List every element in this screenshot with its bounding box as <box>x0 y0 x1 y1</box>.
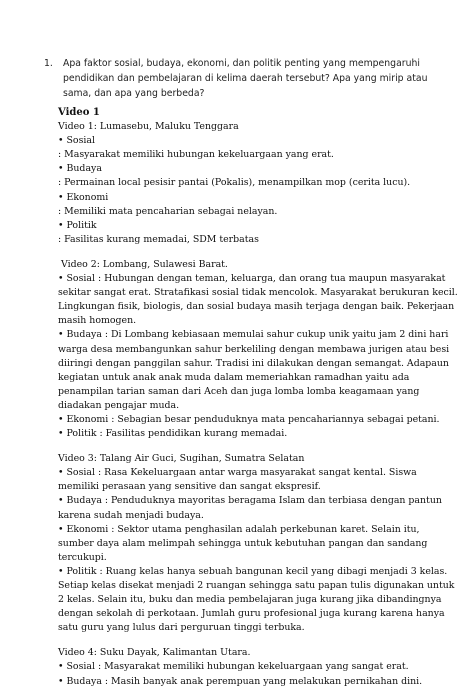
spacer <box>58 247 458 258</box>
question-text: Apa faktor sosial, budaya, ekonomi, dan politik penting yang mempengaruhi pendidikan dan pembelajaran di kelima daerah tersebut? Apa yang mirip atau sama, dan apa yang berbeda? <box>63 58 428 99</box>
video3-title: Video 3: Talang Air Guci, Sugihan, Sumatra Selatan <box>58 453 305 465</box>
video1-social-label: • Sosial <box>58 135 95 147</box>
video3-economy: • Ekonomi : Sektor utama penghasilan adalah perkebunan karet. Selain itu, sumber daya alam melimpah sehingga untuk kebutuhan pangan dan sandang tercukupi. <box>58 523 428 563</box>
video2-economy: • Ekonomi : Sebagian besar penduduknya mata pencahariannya sebagai petani. <box>58 413 440 425</box>
video3-politics: • Politik : Ruang kelas hanya sebuah bangunan kecil yang dibagi menjadi 3 kelas. Setiap kelas disekat menjadi 2 ruangan sehingga satu papan tulis digunakan untuk 2 kelas. Selain itu, buku dan media pembelajaran juga kurang jika dibandingnya dengan sekolah di perkotaan. Jumlah guru profesional juga kurang karena hanya satu guru yang lulus dari perguruan tinggi terbuka. <box>58 565 455 634</box>
video1-politics-label: • Politik <box>58 219 97 231</box>
video1-social-text: : Masyarakat memiliki hubungan kekeluargaan yang erat. <box>58 149 334 161</box>
video4-culture: • Budaya : Masih banyak anak perempuan yang melakukan pernikahan dini. <box>58 675 423 687</box>
video1-economy-label: • Ekonomi <box>58 191 109 203</box>
spacer <box>58 635 458 646</box>
video1-culture-text: : Permainan local pesisir pantai (Pokalis), menampilkan mop (cerita lucu). <box>58 177 411 189</box>
question-item <box>44 56 452 101</box>
video1-politics-text: : Fasilitas kurang memadai, SDM terbatas <box>58 233 259 245</box>
spacer <box>58 441 458 452</box>
video3-social: • Sosial : Rasa Kekeluargaan antar warga masyarakat sangat kental. Siswa memiliki perasaan yang sensitive dan sangat ekspresif. <box>58 467 417 493</box>
video4-title: Video 4: Suku Dayak, Kalimantan Utara. <box>58 647 251 659</box>
question-number: 1. <box>44 58 53 69</box>
video2-title: Video 2: Lombang, Sulawesi Barat. <box>58 258 228 270</box>
video2-social: • Sosial : Hubungan dengan teman, keluarga, dan orang tua maupun masyarakat sekitar sangat erat. Stratafikasi sosial tidak mencolok. Masyarakat berukuran kecil. Lingkungan fisik, biologis, dan sosial budaya masih terjaga dengan baik. Pekerjaan masih homogen. <box>58 273 458 327</box>
video1-culture-label: • Budaya <box>58 163 102 175</box>
answer-body <box>58 106 458 689</box>
video4-social: • Sosial : Masyarakat memiliki hubungan kekeluargaan yang sangat erat. <box>58 661 409 673</box>
video3-culture: • Budaya : Penduduknya mayoritas beragama Islam dan terbiasa dengan pantun karena sudah menjadi budaya. <box>58 495 442 521</box>
section-heading: Video 1 <box>58 107 100 118</box>
video2-politics: • Politik : Fasilitas pendidikan kurang memadai. <box>58 428 288 440</box>
video1-economy-text: : Memiliki mata pencaharian sebagai nelayan. <box>58 205 278 217</box>
video1-title: Video 1: Lumasebu, Maluku Tenggara <box>58 121 239 133</box>
video2-culture: • Budaya : Di Lombang kebiasaan memulai sahur cukup unik yaitu jam 2 dini hari warga desa membangunkan sahur berkeliling dengan membawa jurigen atau besi diiringi dengan panggilan sahur. Tradisi ini dilakukan dengan semangat. Adapaun kegiatan untuk anak anak muda dalam memeriahkan ramadhan yaitu ada penampilan tarian saman dari Aceh dan juga lomba lomba keagamaan yang diadakan pengajar muda. <box>58 329 450 411</box>
